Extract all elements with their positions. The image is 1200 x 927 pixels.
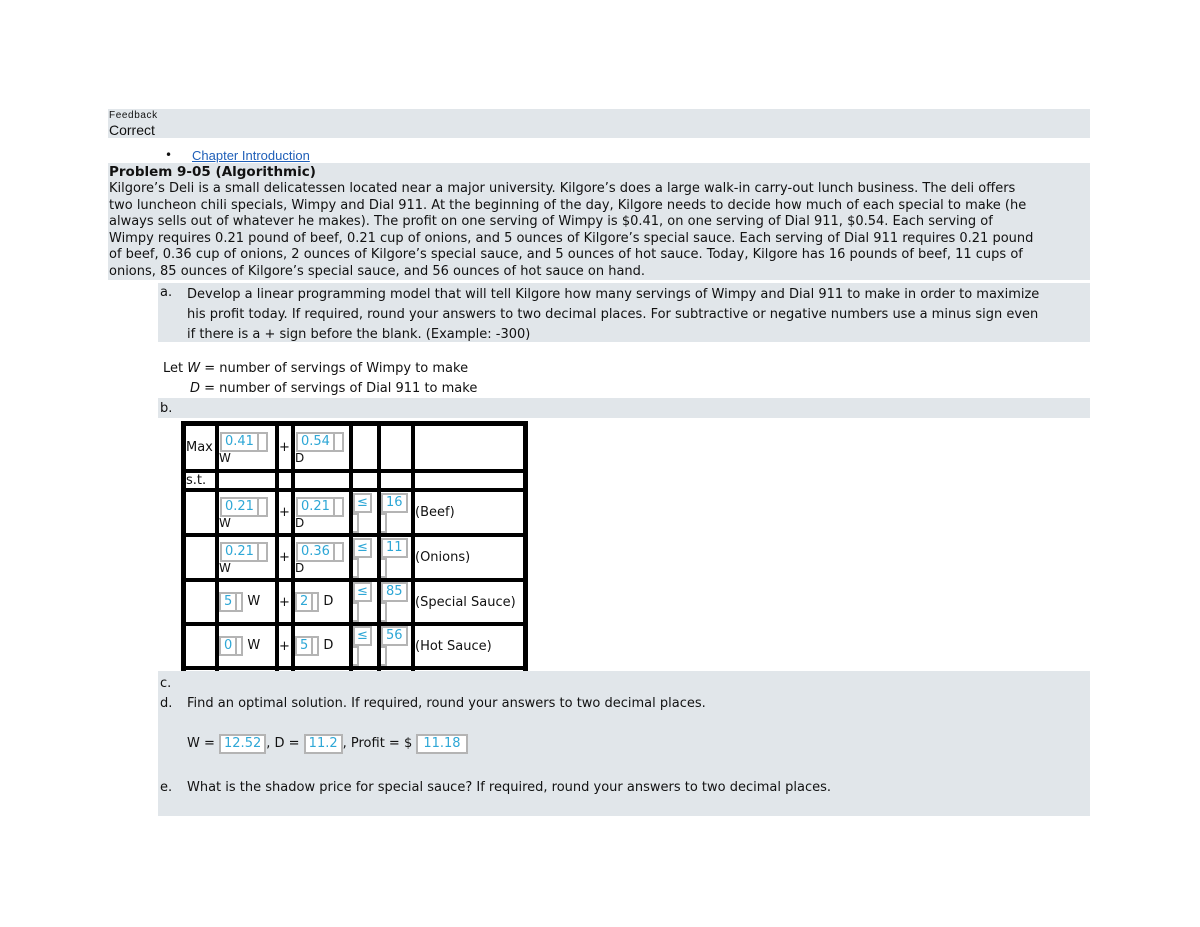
var-w-label: W — [247, 638, 261, 653]
solution-profit-input[interactable]: 11.18 — [416, 734, 467, 754]
input-tick — [335, 432, 344, 452]
solution-profit-label: , Profit = $ — [342, 736, 417, 751]
let-line-w — [163, 361, 468, 376]
problem-line: onions, 85 ounces of Kilgore’s special sauce, and 56 ounces of hot sauce on hand. — [109, 263, 646, 279]
problem-line: Kilgore’s Deli is a small delicatessen located near a major university. Kilgore’s does a large walk-in carry-out lunch business. The deli offers — [109, 181, 1016, 196]
plus-sign: + — [277, 490, 293, 535]
hot-sauce-d-input[interactable]: 5 — [295, 636, 313, 656]
max-label: Max — [184, 424, 217, 471]
onions-label: (Onions) — [413, 535, 525, 580]
part-d-text: Find an optimal solution. If required, round your answers to two decimal places. — [187, 696, 706, 711]
empty-cell — [293, 471, 351, 490]
input-tick — [353, 558, 359, 578]
hot-sauce-w-input[interactable]: 0 — [219, 636, 237, 656]
special-sauce-sign-select[interactable]: ≤ — [353, 582, 372, 602]
empty-cell — [184, 490, 217, 535]
coef-w-cell — [217, 580, 277, 624]
empty-cell — [413, 471, 525, 490]
problem-title: Problem 9-05 (Algorithmic) — [109, 164, 316, 180]
problem-line: of beef, 0.36 cup of onions, 2 ounces of Kilgore’s special sauce, and 5 ounces of hot sauce. Today, Kilgore has 16 pounds of beef, 11 cups of — [109, 247, 1023, 262]
rhs-cell — [379, 624, 413, 668]
plus-sign: + — [277, 424, 293, 471]
constraint-row-hot-sauce — [184, 624, 525, 668]
problem-line: Wimpy requires 0.21 pound of beef, 0.21 cup of onions, and 5 ounces of Kilgore’s special sauce. Each serving of Dial 911 requires 0.21 pound — [109, 230, 1034, 246]
constraint-row-beef — [184, 490, 525, 535]
input-tick — [335, 542, 344, 562]
onions-rhs-input[interactable]: 11 — [381, 538, 408, 558]
part-b-letter: b. — [160, 401, 173, 416]
var-w: W — [187, 361, 201, 376]
empty-cell — [351, 424, 379, 471]
constraint-row-onions — [184, 535, 525, 580]
problem-line: always sells out of whatever he makes). The profit on one serving of Wimpy is $0.41, on one serving of Dial 911, $0.54. Each serving of — [109, 214, 993, 229]
input-tick — [353, 646, 359, 666]
special-sauce-w-input[interactable]: 5 — [219, 592, 237, 612]
input-tick — [259, 432, 268, 452]
rhs-cell — [379, 490, 413, 535]
input-tick — [381, 558, 387, 578]
st-label: s.t. — [184, 471, 217, 490]
let-prefix: Let — [163, 361, 188, 376]
rhs-cell — [379, 580, 413, 624]
onions-w-input[interactable]: 0.21 — [220, 542, 259, 562]
let-def-d: = number of servings of Dial 911 to make — [200, 381, 478, 396]
beef-label: (Beef) — [413, 490, 525, 535]
beef-d-input[interactable]: 0.21 — [296, 497, 335, 517]
input-tick — [353, 513, 359, 533]
part-d-letter: d. — [160, 696, 173, 711]
hot-sauce-sign-select[interactable]: ≤ — [353, 626, 372, 646]
coef-d-cell — [293, 535, 351, 580]
input-tick — [259, 542, 268, 562]
empty-cell — [413, 424, 525, 471]
input-tick — [381, 602, 387, 622]
sign-cell — [351, 624, 379, 668]
let-def-w: = number of servings of Wimpy to make — [200, 361, 469, 376]
empty-cell — [184, 624, 217, 668]
var-w-label: W — [219, 450, 231, 465]
solution-d-input[interactable]: 11.2 — [304, 734, 343, 754]
plus-sign: + — [277, 535, 293, 580]
part-c-letter: c. — [160, 676, 172, 691]
problem-text — [109, 181, 1094, 280]
part-b-panel — [158, 398, 1090, 418]
hot-sauce-rhs-input[interactable]: 56 — [381, 626, 408, 646]
var-w-label: W — [219, 515, 231, 530]
part-a-text — [187, 285, 1089, 345]
input-tick — [335, 497, 344, 517]
var-d-label: D — [295, 450, 305, 465]
obj-w-input[interactable]: 0.41 — [220, 432, 259, 452]
feedback-panel — [108, 109, 1090, 138]
part-a-letter: a. — [160, 285, 173, 300]
plus-sign: + — [277, 580, 293, 624]
empty-cell — [184, 580, 217, 624]
onions-sign-select[interactable]: ≤ — [353, 538, 372, 558]
sign-cell — [351, 490, 379, 535]
coef-d-cell — [293, 624, 351, 668]
chapter-introduction-link[interactable]: Chapter Introduction — [192, 148, 310, 163]
empty-cell — [217, 471, 277, 490]
obj-d-cell — [293, 424, 351, 471]
coef-w-cell — [217, 490, 277, 535]
constraint-row-special-sauce — [184, 580, 525, 624]
special-sauce-rhs-input[interactable]: 85 — [381, 582, 408, 602]
input-tick — [381, 513, 387, 533]
objective-row — [184, 424, 525, 471]
solution-row — [187, 734, 468, 754]
part-a-line: Develop a linear programming model that will tell Kilgore how many servings of Wimpy and Dial 911 to make in order to maximize — [187, 287, 1040, 302]
input-tick — [259, 497, 268, 517]
part-e-text: What is the shadow price for special sauce? If required, round your answers to two decimal places. — [187, 780, 832, 795]
var-d: D — [190, 381, 201, 396]
empty-cell — [277, 471, 293, 490]
hot-sauce-label: (Hot Sauce) — [413, 624, 525, 668]
input-tick — [237, 636, 243, 656]
var-d-label: D — [295, 515, 305, 530]
rhs-cell — [379, 535, 413, 580]
beef-sign-select[interactable]: ≤ — [353, 493, 372, 513]
input-tick — [381, 646, 387, 666]
part-a-line: if there is a + sign before the blank. (Example: -300) — [187, 327, 531, 342]
empty-cell — [379, 424, 413, 471]
obj-w-cell — [217, 424, 277, 471]
coef-d-cell — [293, 490, 351, 535]
special-sauce-d-input[interactable]: 2 — [295, 592, 313, 612]
onions-d-input[interactable]: 0.36 — [296, 542, 335, 562]
problem-line: two luncheon chili specials, Wimpy and Dial 911. At the beginning of the day, Kilgore needs to decide how much of each special to make (he — [109, 197, 1027, 213]
var-w-label: W — [247, 594, 261, 609]
var-d-label: D — [323, 638, 334, 653]
coef-d-cell — [293, 580, 351, 624]
empty-cell — [184, 535, 217, 580]
beef-rhs-input[interactable]: 16 — [381, 493, 408, 513]
feedback-status: Correct — [109, 122, 155, 138]
sign-cell — [351, 535, 379, 580]
sign-cell — [351, 580, 379, 624]
feedback-label: Feedback — [109, 110, 158, 121]
input-tick — [237, 592, 243, 612]
part-a-line: his profit today. If required, round your answers to two decimal places. For subtractive or negative numbers use a minus sign even — [187, 307, 1039, 322]
input-tick — [353, 602, 359, 622]
st-row — [184, 471, 525, 490]
coef-w-cell — [217, 535, 277, 580]
plus-sign: + — [277, 624, 293, 668]
bullet: • — [165, 148, 173, 162]
input-tick — [313, 592, 319, 612]
special-sauce-label: (Special Sauce) — [413, 580, 525, 624]
solution-d-label: , D = — [266, 736, 304, 751]
input-tick — [313, 636, 319, 656]
beef-w-input[interactable]: 0.21 — [220, 497, 259, 517]
var-w-label: W — [219, 560, 231, 575]
obj-d-input[interactable]: 0.54 — [296, 432, 335, 452]
lp-model-table — [181, 421, 528, 690]
solution-w-input[interactable]: 12.52 — [219, 734, 266, 754]
empty-cell — [351, 471, 379, 490]
part-e-letter: e. — [160, 780, 173, 795]
var-d-label: D — [295, 560, 305, 575]
coef-w-cell — [217, 624, 277, 668]
let-line-d — [190, 381, 477, 396]
var-d-label: D — [323, 594, 334, 609]
solution-w-label: W = — [187, 736, 220, 751]
empty-cell — [379, 471, 413, 490]
